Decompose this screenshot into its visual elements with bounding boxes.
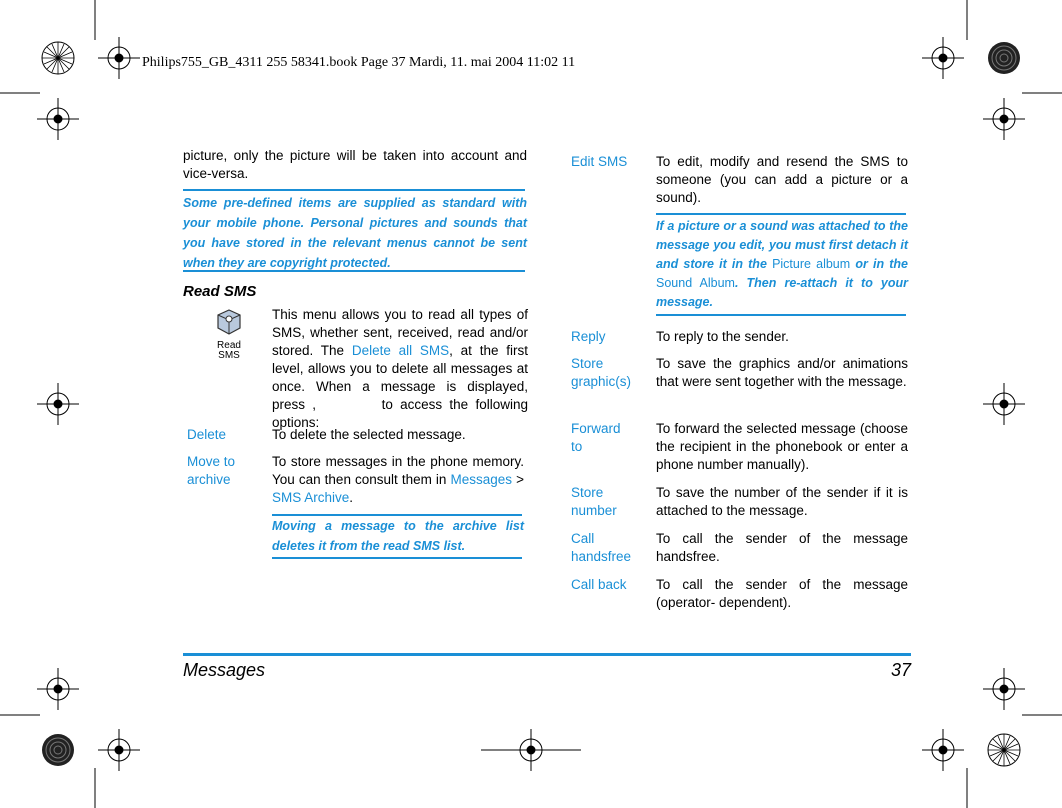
registration-mark-icon <box>983 668 1025 710</box>
registration-mark-icon <box>37 98 79 140</box>
note-rule-bottom <box>183 270 525 272</box>
read-sms-menu-icon <box>205 308 253 361</box>
registration-mark-icon <box>922 729 964 771</box>
registration-mark-icon <box>98 729 140 771</box>
option-desc-store-number: To save the number of the sender if it is attached to the message. <box>656 485 908 518</box>
read-sms-para-top: This menu allows you to read all types of SMS, whether sent, received, read and/or stored. The Delete all SMS, at the first level, allows you to delete all messages at once. When a message is displayed, press , to access the following options: <box>272 307 529 430</box>
registration-mark-icon <box>481 729 581 771</box>
option-term-store-number: Store number <box>571 485 617 518</box>
option-desc-call-handsfree: To call the sender of the message handsfree. <box>656 531 908 564</box>
option-term-reply: Reply <box>571 329 606 344</box>
note-rule-top <box>183 189 525 191</box>
option-term-forward-to: Forward to <box>571 421 621 454</box>
option-desc-call-back: To call the sender of the message (operator- dependent). <box>656 577 908 610</box>
footer-rule <box>183 653 911 656</box>
option-desc-delete: To delete the selected message. <box>272 427 466 442</box>
link-sms-archive: SMS Archive <box>272 490 350 505</box>
link-picture-album: Picture album <box>772 257 851 271</box>
attachment-note: If a picture or a sound was attached to the message you edit, you must first detach it and store it in the Picture album or in the Sound Album. Then re-attach it to your message. <box>656 219 909 309</box>
option-term-delete: Delete <box>187 427 227 442</box>
registration-mark-icon <box>922 37 964 79</box>
concentric-target-icon <box>988 42 1020 74</box>
option-term-call-handsfree: Call handsfree <box>571 531 632 564</box>
option-desc-reply: To reply to the sender. <box>656 329 789 344</box>
gear-cube-icon <box>215 308 243 336</box>
starburst-target-icon <box>42 42 74 74</box>
registration-mark-icon <box>983 383 1025 425</box>
registration-mark-icon <box>37 668 79 710</box>
starburst-target-icon <box>988 734 1020 766</box>
link-messages: Messages <box>450 472 513 487</box>
archive-note: Moving a message to the archive list deletes it from the read SMS list. <box>272 519 524 553</box>
note3-rule-top <box>656 213 906 215</box>
intro-text: picture, only the picture will be taken into account and vice-versa. <box>183 148 527 181</box>
option-term-move-to-archive: Move to archive <box>187 454 236 487</box>
option-desc-forward-to: To forward the selected message (choose the recipient in the phonebook or enter a phone number manually). <box>656 421 908 472</box>
copyright-note: Some pre-defined items are supplied as standard with your mobile phone. Personal pictures and sounds that you have stored in the relevant menus cannot be sent when they are copyright protected. <box>183 196 527 270</box>
concentric-target-icon <box>42 734 74 766</box>
link-sound-album: Sound Album <box>656 276 735 290</box>
registration-mark-icon <box>983 98 1025 140</box>
note2-rule-bottom <box>272 557 522 559</box>
link-delete-all-sms: Delete all SMS <box>351 343 450 358</box>
page-number: 37 <box>890 660 911 680</box>
option-term-edit-sms: Edit SMS <box>571 154 628 169</box>
option-term-call-back: Call back <box>571 577 627 592</box>
note3-rule-bottom <box>656 314 906 316</box>
registration-mark-icon <box>37 383 79 425</box>
section-title: Read SMS <box>183 283 257 300</box>
option-desc-store-graphics: To save the graphics and/or animations that were sent together with the message. <box>656 356 908 389</box>
option-term-store-graphics: Store graphic(s) <box>571 356 632 389</box>
registration-mark-icon <box>98 37 140 79</box>
option-desc-move-to-archive: To store messages in the phone memory. You can then consult them in Messages > SMS Archive. <box>272 454 524 505</box>
ok-key-glyph: , <box>312 397 317 412</box>
footer-section-title: Messages <box>183 660 266 680</box>
print-header: Philips755_GB_4311 255 58341.book Page 37 Mardi, 11. mai 2004 11:02 11 <box>142 55 576 70</box>
icon-caption: Read SMS <box>217 340 241 361</box>
option-desc-edit-sms: To edit, modify and resend the SMS to someone (you can add a picture or a sound). <box>656 154 908 205</box>
